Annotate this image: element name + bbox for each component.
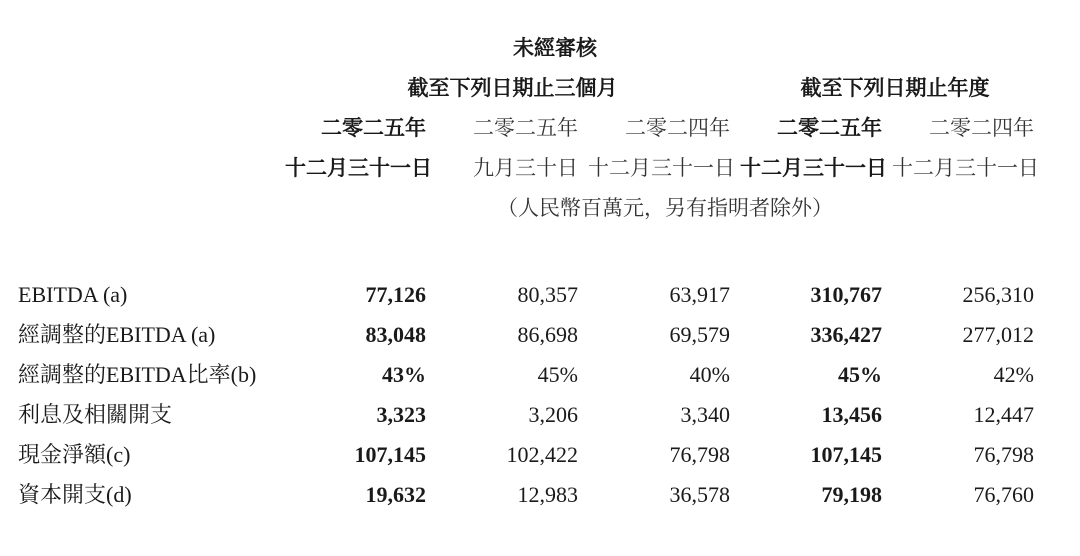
table-cell: 45% (838, 362, 882, 387)
table-cell: 19,632 (365, 482, 426, 507)
table-cell: 3,206 (528, 402, 578, 427)
table-cell: 277,012 (962, 322, 1034, 347)
row-label-adjusted-ebitda-margin: 經調整的EBITDA比率(b) (18, 362, 257, 387)
col1-year: 二零二五年 (321, 116, 426, 140)
table-cell: 36,578 (669, 482, 730, 507)
table-cell: 3,340 (680, 402, 730, 427)
three-months-heading: 截至下列日期止三個月 (407, 76, 618, 100)
table-cell: 256,310 (962, 282, 1034, 307)
table-cell: 13,456 (821, 402, 882, 427)
col4-date: 十二月三十一日 (740, 156, 887, 180)
table-cell: 69,579 (669, 322, 730, 347)
table-cell: 80,357 (517, 282, 578, 307)
row-label-interest-expense: 利息及相關開支 (18, 402, 173, 427)
row-label-ebitda: EBITDA (a) (18, 282, 128, 307)
row-label-capex: 資本開支(d) (18, 482, 132, 507)
table-cell: 107,145 (354, 442, 426, 467)
table-cell: 102,422 (506, 442, 578, 467)
table-cell: 77,126 (365, 282, 426, 307)
unaudited-heading: 未經審核 (513, 36, 597, 60)
table-cell: 12,983 (517, 482, 578, 507)
unit-note: （人民幣百萬元，另有指明者除外） (497, 196, 833, 220)
table-cell: 336,427 (810, 322, 882, 347)
table-cell: 45% (537, 362, 578, 387)
table-cell: 12,447 (973, 402, 1034, 427)
table-cell: 310,767 (810, 282, 882, 307)
table-cell: 63,917 (669, 282, 730, 307)
table-cell: 83,048 (365, 322, 426, 347)
col2-year: 二零二五年 (473, 116, 578, 140)
row-label-net-cash: 現金淨額(c) (18, 442, 131, 467)
table-cell: 76,760 (973, 482, 1034, 507)
table-cell: 76,798 (973, 442, 1034, 467)
col1-date: 十二月三十一日 (285, 156, 432, 180)
col3-date: 十二月三十一日 (588, 156, 735, 180)
year-ended-heading: 截至下列日期止年度 (800, 76, 990, 100)
table-cell: 42% (993, 362, 1034, 387)
col3-year: 二零二四年 (625, 116, 730, 140)
table-cell: 40% (689, 362, 730, 387)
col4-year: 二零二五年 (777, 116, 882, 140)
table-cell: 107,145 (810, 442, 882, 467)
row-label-adjusted-ebitda: 經調整的EBITDA (a) (18, 322, 216, 347)
table-cell: 76,798 (669, 442, 730, 467)
col2-date: 九月三十日 (473, 156, 578, 180)
col5-date: 十二月三十一日 (892, 156, 1039, 180)
table-cell: 79,198 (821, 482, 882, 507)
table-cell: 3,323 (376, 402, 426, 427)
table-cell: 43% (382, 362, 426, 387)
table-cell: 86,698 (517, 322, 578, 347)
col5-year: 二零二四年 (929, 116, 1034, 140)
